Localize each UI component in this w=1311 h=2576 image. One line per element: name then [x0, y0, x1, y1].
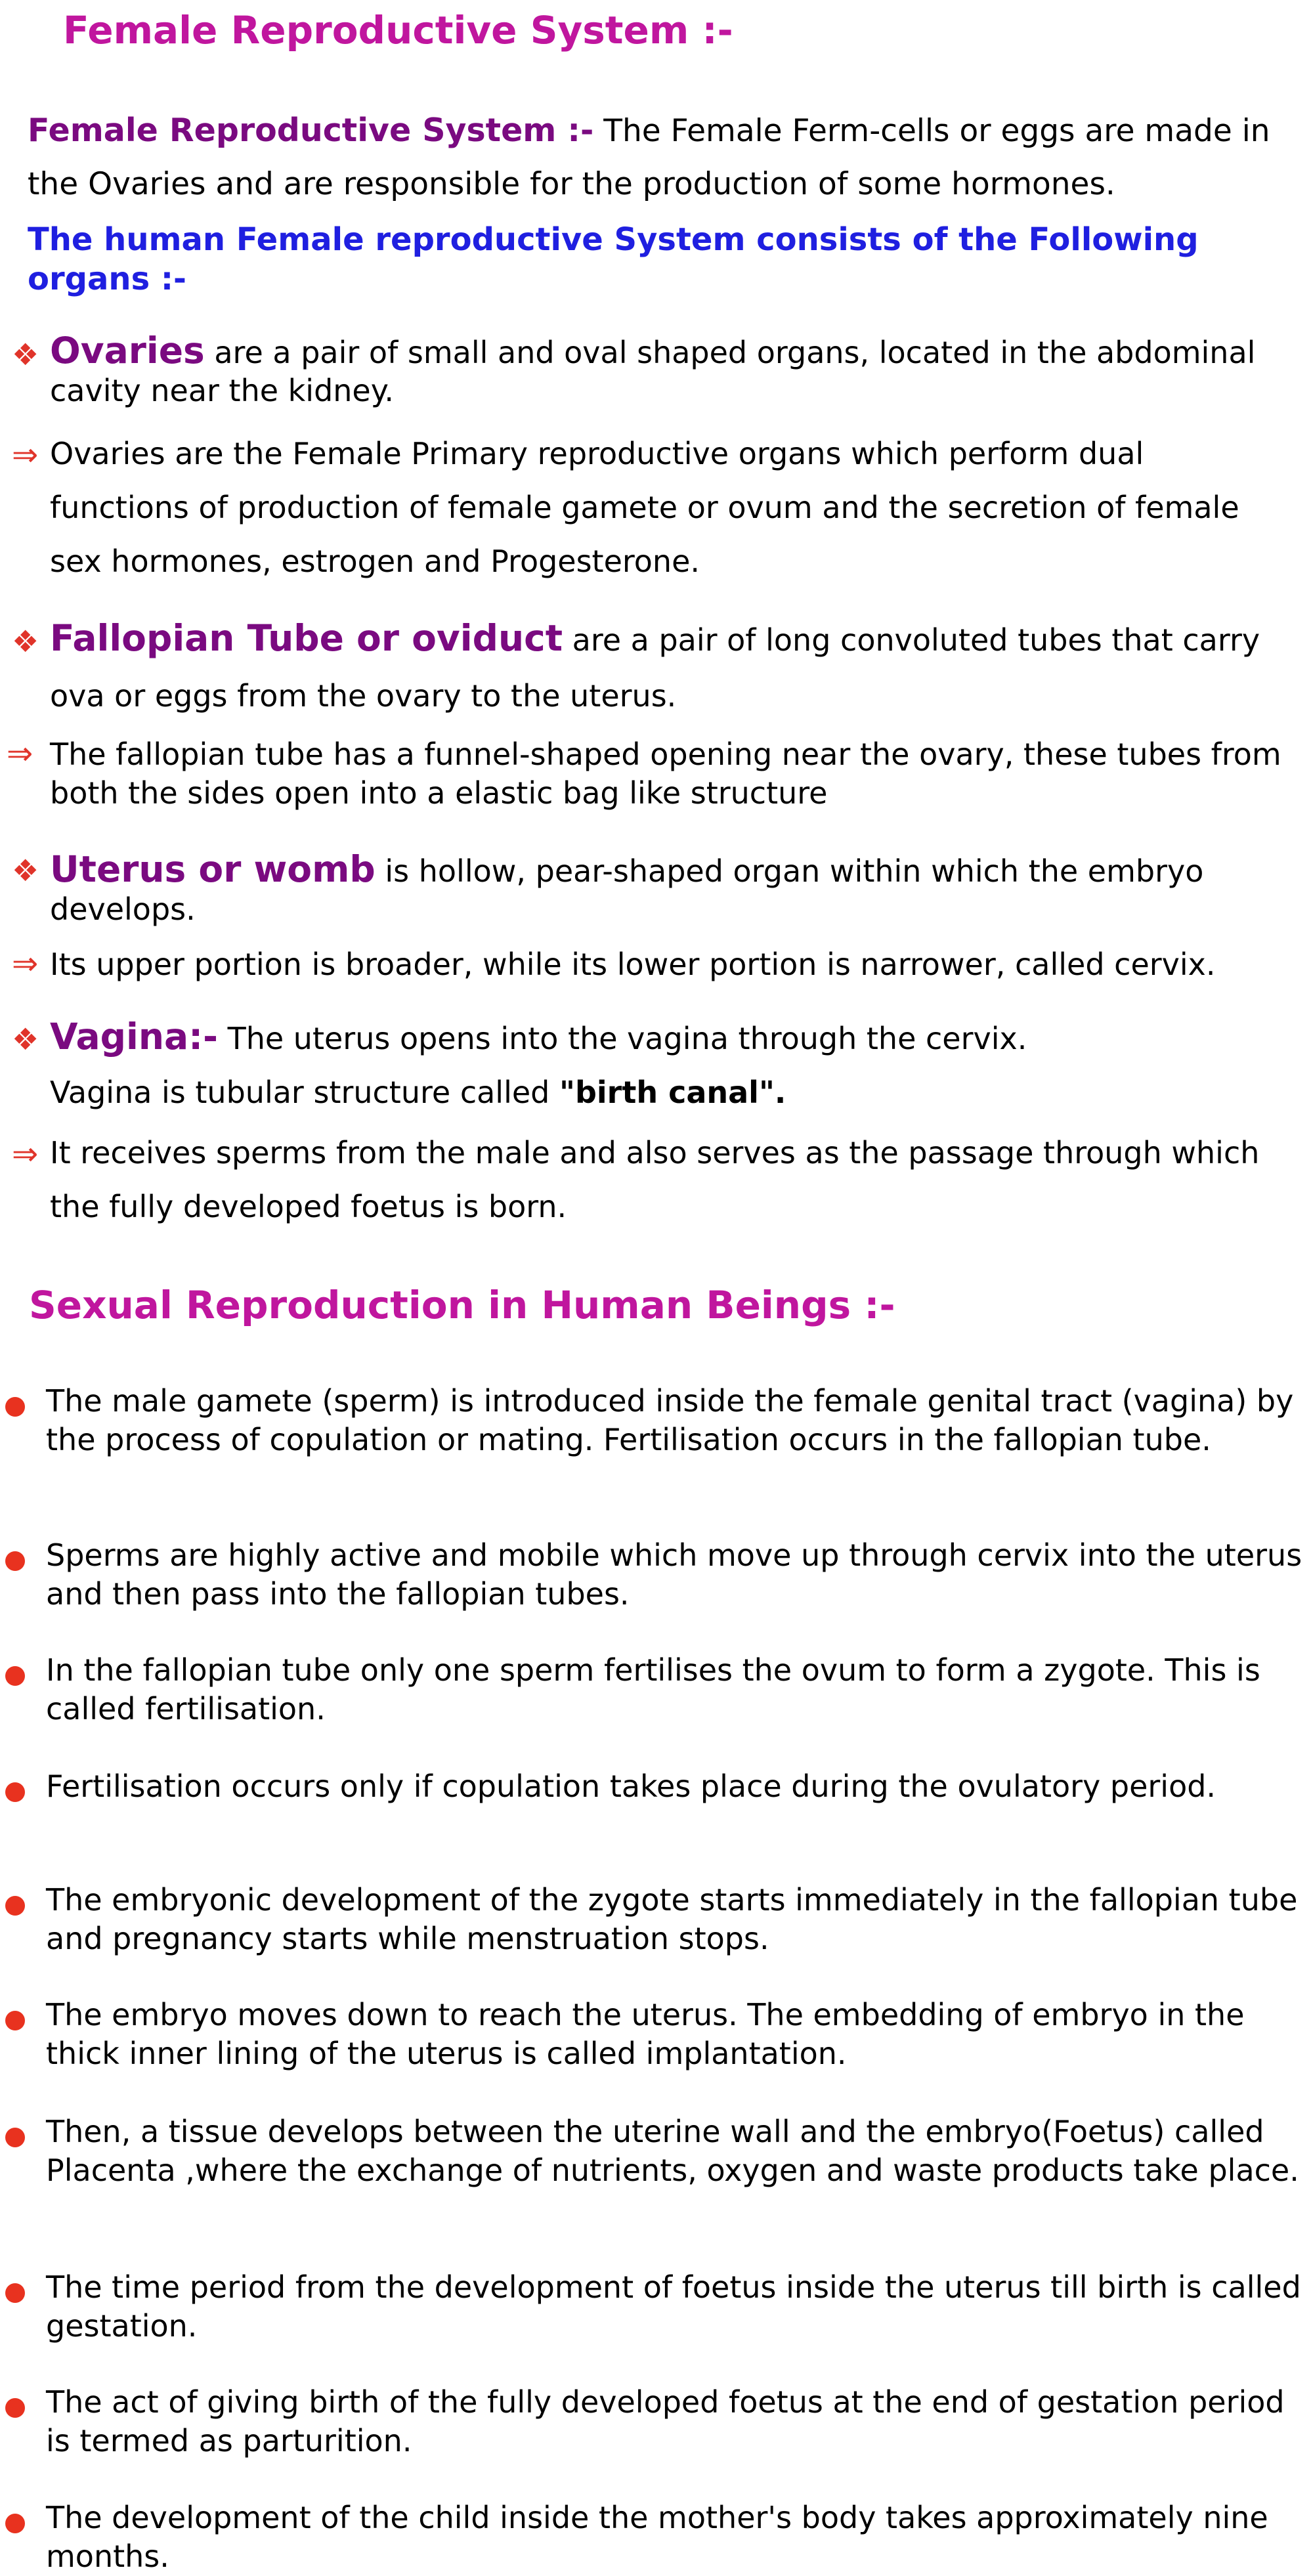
- section-title: Sexual Reproduction in Human Beings :-: [29, 1283, 895, 1327]
- list-item: The development of the child inside the mother's body takes approximately nine months.: [46, 2500, 1268, 2574]
- organ-name: Ovaries: [50, 330, 205, 372]
- organ-desc: is hollow, pear-shaped organ within which the embryo develops.: [50, 853, 1204, 927]
- organ-note-text: Ovaries are the Female Primary reproductive organs which perform dual functions of production of female gamete or ovum and the secretion of female sex hormones, estrogen and Progesterone.: [50, 436, 1239, 579]
- intro-text: The Female Ferm-cells or eggs are made in the Ovaries and are responsible for the production of some hormones.: [28, 113, 1270, 202]
- diamond-bullet-icon: ❖: [12, 337, 39, 372]
- organs-heading: The human Female reproductive System consists of the Following organs :-: [28, 221, 1199, 297]
- red-dot-bullet-icon: [5, 1397, 25, 1417]
- list-item: The embryo moves down to reach the uterus. The embedding of embryo in the thick inner lining of the uterus is called implantation.: [46, 1997, 1245, 2071]
- diamond-bullet-icon: ❖: [12, 853, 39, 888]
- organ-name: Fallopian Tube or oviduct: [50, 617, 563, 659]
- red-dot-bullet-icon: [5, 1896, 25, 1916]
- organ-item-ovaries: [12, 332, 1308, 423]
- organ-name: Uterus or womb: [50, 848, 376, 890]
- organ-name: Vagina:-: [50, 1016, 218, 1058]
- arrow-bullet-icon: ⇒: [12, 945, 39, 982]
- organ-item-fallopian: [12, 617, 1308, 729]
- list-item: The act of giving birth of the fully developed foetus at the end of gestation period is termed as parturition.: [46, 2384, 1285, 2458]
- list-item: The embryonic development of the zygote starts immediately in the fallopian tube and pregnancy starts while menstruation stops.: [46, 1882, 1298, 1956]
- list-item: In the fallopian tube only one sperm fertilises the ovum to form a zygote. This is called fertilisation.: [46, 1652, 1260, 1727]
- diamond-bullet-icon: ❖: [12, 624, 39, 659]
- red-dot-bullet-icon: [5, 1551, 25, 1571]
- organ-text: [50, 1010, 1308, 1119]
- red-dot-bullet-icon: [5, 2514, 25, 2533]
- organ-desc: are a pair of long convoluted tubes that carry ova or eggs from the ovary to the uterus.: [50, 622, 1260, 714]
- list-item: Fertilisation occurs only if copulation takes place during the ovulatory period.: [46, 1769, 1216, 1804]
- organ-desc: The uterus opens into the vagina through the cervix.: [218, 1021, 1027, 1056]
- red-dot-bullet-icon: [5, 1782, 25, 1802]
- arrow-bullet-icon: ⇒: [7, 735, 33, 772]
- organ-item-uterus: [12, 850, 1308, 935]
- list-item: The male gamete (sperm) is introduced inside the female genital tract (vagina) by the process of copulation or mating. Fertilisation occurs in the fallopian tube.: [46, 1383, 1294, 1457]
- page-title: Female Reproductive System :-: [63, 8, 733, 53]
- red-dot-bullet-icon: [5, 2011, 25, 2030]
- organ-text: [50, 332, 1308, 410]
- organ-note-vagina: [12, 1132, 1308, 1244]
- organ-note-uterus: [12, 945, 1308, 991]
- organ-note-fallopian: [7, 735, 1308, 821]
- organ-note-ovaries: [12, 433, 1308, 597]
- organ-text: [50, 611, 1308, 724]
- intro-lead: Female Reproductive System :-: [28, 112, 594, 149]
- intro-paragraph: [28, 104, 1301, 211]
- organ-item-vagina: [12, 1016, 1308, 1128]
- organ-note-text: It receives sperms from the male and also serves as the passage through which the fully developed foetus is born.: [50, 1135, 1260, 1224]
- organ-note-text: Its upper portion is broader, while its lower portion is narrower, called cervix.: [50, 947, 1216, 982]
- arrow-bullet-icon: ⇒: [12, 437, 39, 473]
- diamond-bullet-icon: ❖: [12, 1021, 39, 1057]
- list-item: Sperms are highly active and mobile which move up through cervix into the uterus and then pass into the fallopian tubes.: [46, 1537, 1302, 1612]
- list-item: Then, a tissue develops between the uterine wall and the embryo(Foetus) called Placenta ,where the exchange of nutrients, oxygen and waste products take place.: [46, 2114, 1299, 2188]
- organ-desc: are a pair of small and oval shaped organs, located in the abdominal cavity near the kidney.: [50, 335, 1256, 408]
- red-dot-bullet-icon: [5, 2128, 25, 2147]
- red-dot-bullet-icon: [5, 2398, 25, 2418]
- list-item: The time period from the development of foetus inside the uterus till birth is called gestation.: [46, 2269, 1301, 2344]
- organ-note-text: The fallopian tube has a funnel-shaped opening near the ovary, these tubes from both the sides open into a elastic bag like structure: [50, 737, 1281, 811]
- organ-desc-2: Vagina is tubular structure called: [50, 1075, 559, 1110]
- red-dot-bullet-icon: [5, 2283, 25, 2303]
- red-dot-bullet-icon: [5, 1666, 25, 1686]
- arrow-bullet-icon: ⇒: [12, 1136, 39, 1172]
- birth-canal-term: "birth canal".: [559, 1075, 786, 1110]
- organ-text: [50, 850, 1308, 928]
